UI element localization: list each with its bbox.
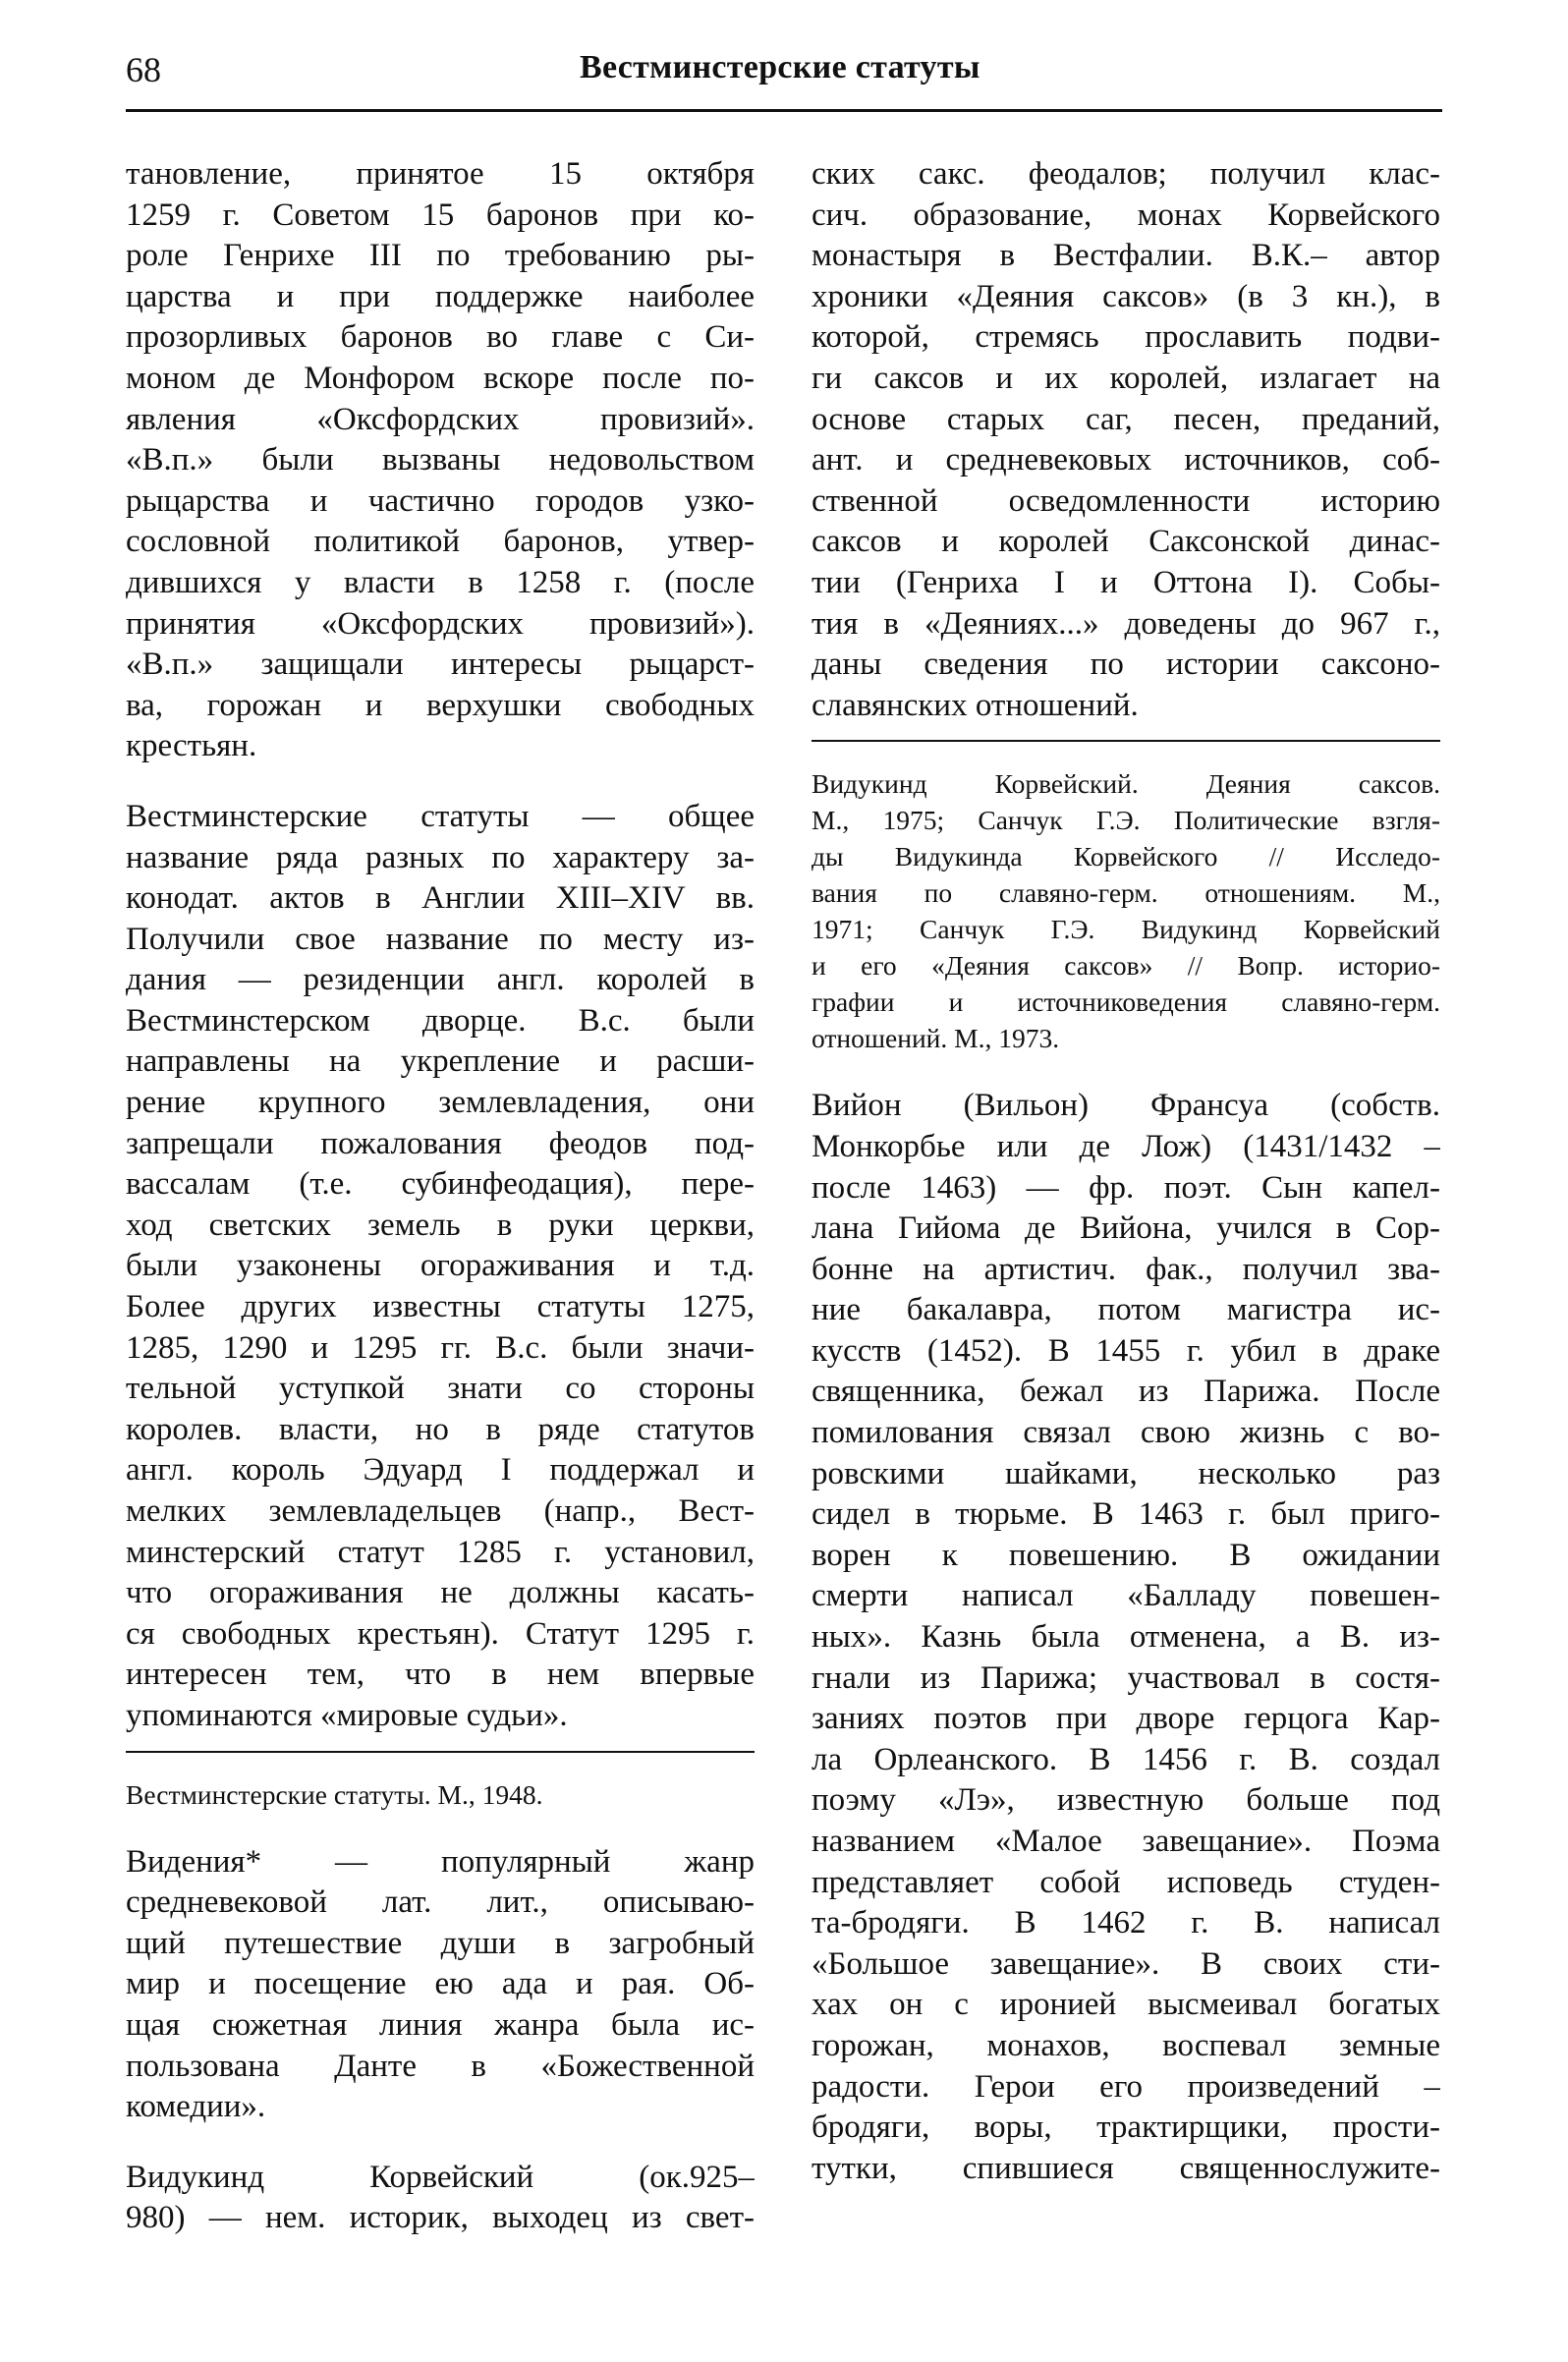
text-line: мир и посещение ею ада и рая. Об- [126,1966,755,2002]
text-line: «Большое завещание». В своих сти- [812,1945,1440,1982]
literature-line: 1971; Санчук Г.Э. Видукинд Корвейский [812,914,1440,945]
text-line: англ. король Эдуард I поддержал и [126,1452,755,1489]
text-line: направлены на укрепление и расши- [126,1043,755,1080]
text-line: представляет собой исповедь студен- [812,1864,1440,1900]
text-line: сидел в тюрьме. В 1463 г. был приго- [812,1496,1440,1533]
text-line: та-бродяги. В 1462 г. В. написал [812,1905,1440,1941]
text-line: Вестминстерском дворце. В.с. были [126,1002,755,1039]
text-line: 1259 г. Советом 15 баронов при ко- [126,197,755,233]
text-line: вассалам (т.е. субинфеодация), пере- [126,1166,755,1203]
text-line: основе старых саг, песен, преданий, [812,401,1440,437]
text-line: дившихся у власти в 1258 г. (после [126,564,755,600]
text-line: лана Гийома де Вийона, учился в Сор- [812,1210,1440,1247]
right-column [812,154,1440,2189]
text-line: моном де Монфором вскоре после по- [126,360,755,396]
text-line: бродяги, воры, трактирщики, прости- [812,2109,1440,2146]
text-line: ских сакс. феодалов; получил клас- [812,156,1440,192]
text-line: ных». Казнь была отменена, а В. из- [812,1619,1440,1656]
text-line: средневековой лат. лит., описываю- [126,1884,755,1921]
text-line: явления «Оксфордских провизий». [126,401,755,437]
text-line: ворен к повешению. В ожидании [812,1537,1440,1573]
text-line: 980) — нем. историк, выходец из свет- [126,2200,755,2236]
text-line: хроники «Деяния саксов» (в 3 кн.), в [812,278,1440,314]
text-line: дания — резиденции англ. королей в [126,962,755,998]
text-line: Видукинд Корвейский (ок.925– [126,2159,755,2195]
text-line: тановление, принятое 15 октября [126,156,755,192]
left-column [126,154,755,2239]
text-line: кусств (1452). В 1455 г. убил в драке [812,1332,1440,1369]
text-line: ровскими шайками, несколько раз [812,1455,1440,1491]
text-line: запрещали пожалования феодов под- [126,1125,755,1161]
text-line: Вийон (Вильон) Франсуа (собств. [812,1088,1440,1124]
page-number: 68 [126,50,161,89]
text-line: ант. и средневековых источников, соб- [812,442,1440,478]
text-line: ся свободных крестьян). Статут 1295 г. [126,1615,755,1652]
text-line: щая сюжетная линия жанра была ис- [126,2006,755,2043]
text-line: прозорливых баронов во главе с Си- [126,319,755,356]
text-line: роле Генрихе III по требованию ры- [126,238,755,274]
text-line: Вестминстерские статуты — общее [126,798,755,834]
text-line: которой, стремясь прославить подви- [812,319,1440,356]
text-line: поэму «Лэ», известную больше под [812,1782,1440,1819]
text-line: гнали из Парижа; участвовал в состя- [812,1659,1440,1696]
text-line: Более других известны статуты 1275, [126,1289,755,1325]
literature-line: Видукинд Корвейский. Деяния саксов. [812,768,1440,800]
paragraph-gap [812,1056,1440,1086]
text-line: священника, бежал из Парижа. После [812,1374,1440,1410]
text-line: после 1463) — фр. поэт. Сын капел- [812,1169,1440,1206]
text-line: тельной уступкой знати со стороны [126,1371,755,1407]
text-line: тутки, спившиеся священнослужите- [812,2150,1440,2186]
text-line: помилования связал свою жизнь с во- [812,1415,1440,1451]
text-line: щий путешествие души в загробный [126,1925,755,1961]
header-rule [126,109,1442,112]
text-line: «В.п.» были вызваны недовольством [126,442,755,478]
text-line: 1285, 1290 и 1295 гг. В.с. были значи- [126,1329,755,1366]
text-line: ход светских земель в руки церкви, [126,1207,755,1243]
text-line: рыцарства и частично городов узко- [126,482,755,519]
running-header-title: Вестминстерские статуты [580,49,980,85]
section-rule [126,1751,755,1753]
text-line: саксов и королей Саксонской динас- [812,524,1440,560]
text-line: Получили свое название по месту из- [126,921,755,957]
text-line: ла Орлеанского. В 1456 г. В. создал [812,1741,1440,1777]
text-line: ние бакалавра, потом магистра ис- [812,1292,1440,1328]
text-line: ва, горожан и верхушки свободных [126,687,755,723]
literature-line: вания по славяно-герм. отношениям. М., [812,877,1440,909]
text-line: ги саксов и их королей, излагает на [812,360,1440,396]
text-line: горожан, монахов, воспевал земные [812,2027,1440,2063]
text-line: сословной политикой баронов, утвер- [126,524,755,560]
text-line: Видения* — популярный жанр [126,1843,755,1880]
text-line: названием «Малое завещание». Поэма [812,1824,1440,1859]
text-line: монастыря в Вестфалии. В.К.– автор [812,238,1440,274]
text-line: даны сведения по истории саксоно- [812,647,1440,683]
section-rule [812,740,1440,742]
text-line: тия в «Деяниях...» доведены до 967 г., [812,605,1440,642]
text-line: царства и при поддержке наиболее [126,278,755,314]
text-line: хах он с иронией высмеивал богатых [812,1987,1440,2023]
paragraph-gap [126,1813,755,1842]
text-line: конодат. актов в Англии XIII–XIV вв. [126,880,755,917]
text-line: интересен тем, что в нем впервые [126,1657,755,1693]
text-line: комедии». [126,2089,266,2125]
paragraph-gap [126,767,755,797]
text-line: «В.п.» защищали интересы рыцарст- [126,647,755,683]
paragraph-gap [126,2128,755,2158]
text-line: бонне на артистич. фак., получил зва- [812,1251,1440,1287]
text-line: смерти написал «Балладу повешен- [812,1578,1440,1614]
text-line: пользована Данте в «Божественной [126,2048,755,2084]
text-line: название ряда разных по характеру за- [126,839,755,875]
literature-line: Вестминстерские статуты. М., 1948. [126,1778,543,1810]
text-line: радости. Герои его произведений – [812,2068,1440,2105]
text-line: упоминаются «мировые судьи». [126,1697,568,1733]
literature-line: отношений. М., 1973. [812,1023,1060,1054]
text-line: ственной осведомленности историю [812,482,1440,519]
text-line: тии (Генриха I и Оттона I). Собы- [812,564,1440,600]
text-line: были узаконены огораживания и т.д. [126,1248,755,1284]
text-line: принятия «Оксфордских провизий»). [126,605,755,642]
text-line: Монкорбье или де Лож) (1431/1432 – [812,1128,1440,1164]
text-line: мелких землевладельцев (напр., Вест- [126,1493,755,1529]
literature-line: и его «Деяния саксов» // Вопр. историо- [812,950,1440,982]
text-line: крестьян. [126,728,257,764]
text-line: заниях поэтов при дворе герцога Кар- [812,1701,1440,1737]
literature-line: графии и источниковедения славяно-герм. [812,986,1440,1018]
text-line: сич. образование, монах Корвейского [812,197,1440,233]
text-line: королев. власти, но в ряде статутов [126,1411,755,1447]
text-line: что огораживания не должны касать- [126,1575,755,1611]
text-line: рение крупного землевладения, они [126,1085,755,1121]
literature-line: ды Видукинда Корвейского // Исследо- [812,841,1440,872]
text-line: славянских отношений. [812,687,1139,723]
literature-line: М., 1975; Санчук Г.Э. Политические взгля- [812,805,1440,836]
text-line: минстерский статут 1285 г. установил, [126,1534,755,1570]
